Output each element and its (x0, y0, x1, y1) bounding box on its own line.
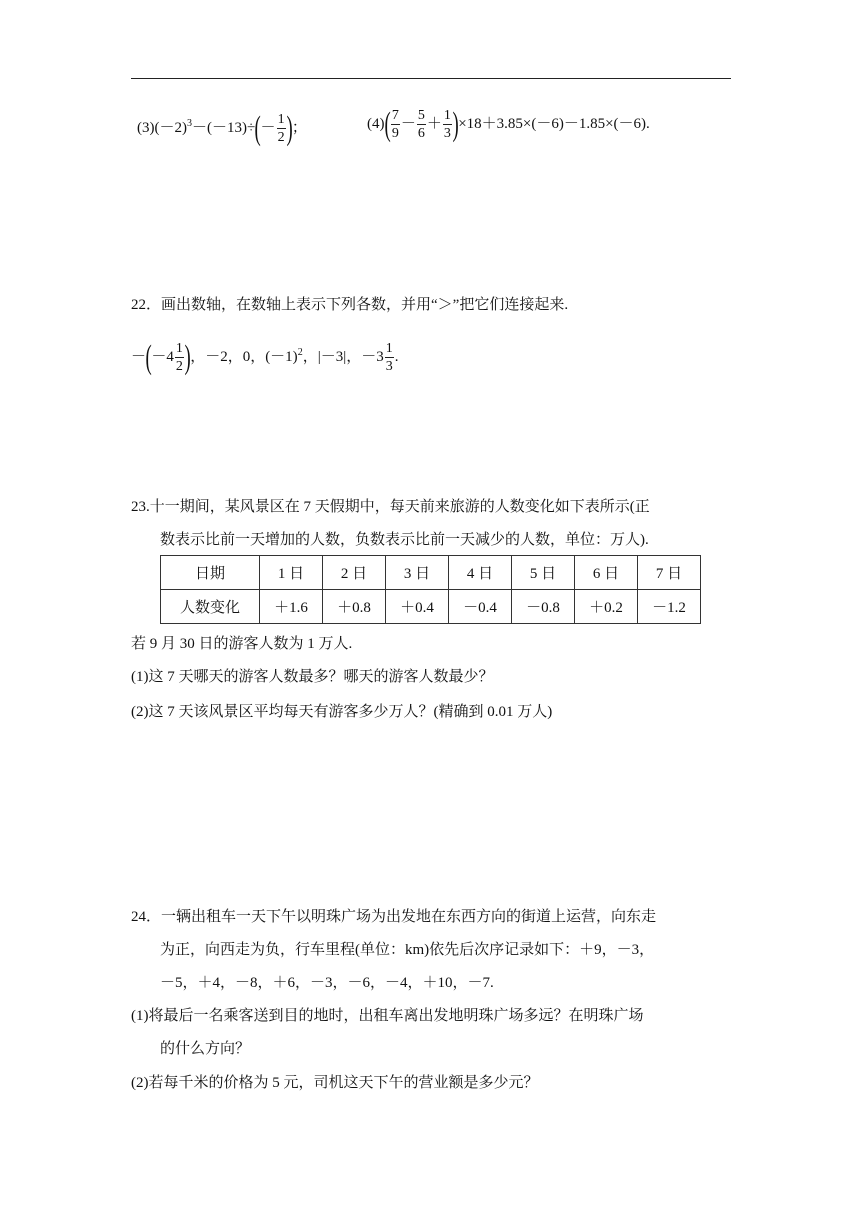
problem-24-line-3: －5，＋4，－8，＋6，－3，－6，－4，＋10，－7. (160, 975, 494, 991)
problem-24-line-1: 24．一辆出租车一天下午以明珠广场为出发地在东西方向的街道上运营，向东走 (131, 909, 657, 925)
table-cell-day: 2 日 (323, 556, 386, 590)
p3-frac-sign: － (260, 120, 276, 136)
p22-item1-sign: － (131, 349, 147, 365)
problem-21-part-4 (367, 104, 650, 144)
p22-middle: ，－2，0，(－1) (190, 349, 298, 365)
right-paren: ) (184, 338, 191, 376)
table-row (161, 556, 701, 590)
fraction-one-third: $\frac{1}{3}$ (385, 340, 393, 374)
problem-21-part-3 (137, 104, 307, 147)
left-paren: ( (145, 338, 152, 376)
fraction-1-3: $\frac{1}{3}$ (443, 107, 451, 141)
table-cell-day: 1 日 (260, 556, 323, 590)
table-cell-day: 3 日 (386, 556, 449, 590)
p4-op2: ＋ (426, 116, 442, 132)
problem-23-question-2: (2)这 7 天该风景区平均每天有游客多少万人？(精确到 0.01 万人) (131, 704, 553, 720)
fraction-one-half: $\frac{1}{2}$ (175, 340, 183, 374)
table-cell-change: ＋0.8 (323, 590, 386, 624)
table-cell-day: 5 日 (512, 556, 575, 590)
problem-23-line-2: 数表示比前一天增加的人数，负数表示比前一天减少的人数，单位：万人). (160, 532, 649, 548)
table-cell-day: 6 日 (575, 556, 638, 590)
problem-24-question-2: (2)若每千米的价格为 5 元，司机这天下午的营业额是多少元？ (131, 1075, 539, 1091)
problem-23-line-1: 23.十一期间，某风景区在 7 天假期中，每天前来旅游的人数变化如下表所示(正 (131, 499, 650, 515)
fraction-one-half: $\frac{1}{2}$ (277, 111, 285, 145)
visitor-change-table (160, 555, 701, 624)
p3-middle: －(－13)÷ (191, 120, 256, 136)
fraction-5-6: $\frac{5}{6}$ (417, 107, 425, 141)
fraction-7-9: $\frac{7}{9}$ (391, 107, 399, 141)
problem-24-question-1-line-1: (1)将最后一名乘客送到目的地时，出租车离出发地明珠广场多远？在明珠广场 (131, 1008, 644, 1024)
p22-end: . (394, 349, 399, 365)
table-cell-change: ＋0.2 (575, 590, 638, 624)
p3-suffix: ； (291, 120, 307, 136)
table-cell-change: ＋0.4 (386, 590, 449, 624)
p4-op1: － (400, 116, 416, 132)
table-cell-change: －1.2 (638, 590, 701, 624)
table-cell-change: ＋1.6 (260, 590, 323, 624)
table-header-cell: 人数变化 (161, 590, 260, 624)
left-paren: ( (254, 109, 261, 147)
table-header-cell: 日期 (161, 556, 260, 590)
p3-prefix: (3)(－2) (137, 120, 187, 136)
problem-22-numbers (131, 333, 399, 376)
problem-24-question-1-line-2: 的什么方向？ (160, 1041, 251, 1057)
p22-item1-inner: －4 (151, 349, 174, 365)
p22-middle-2: ，|－3|，－3 (302, 349, 384, 365)
p3-exponent: 3 (186, 118, 192, 129)
problem-23-note: 若 9 月 30 日的游客人数为 1 万人. (131, 636, 353, 652)
problem-24-line-2: 为正，向西走为负，行车里程(单位：km)依先后次序记录如下：＋9，－3， (160, 942, 655, 958)
p4-suffix: ×18＋3.85×(－6)－1.85×(－6). (458, 116, 650, 132)
table-cell-day: 4 日 (449, 556, 512, 590)
header-rule (131, 78, 731, 79)
table-cell-change: －0.4 (449, 590, 512, 624)
table-row (161, 590, 701, 624)
table-cell-day: 7 日 (638, 556, 701, 590)
problem-22-heading: 22．画出数轴，在数轴上表示下列各数，并用“＞”把它们连接起来. (131, 297, 569, 313)
right-paren: ) (286, 109, 293, 147)
table-cell-change: －0.8 (512, 590, 575, 624)
problem-23-question-1: (1)这 7 天哪天的游客人数最多？哪天的游客人数最少？ (131, 669, 494, 685)
p22-exponent: 2 (297, 347, 303, 358)
right-paren: ) (452, 105, 459, 143)
p4-prefix: (4) (367, 116, 385, 132)
left-paren: ( (384, 105, 391, 143)
